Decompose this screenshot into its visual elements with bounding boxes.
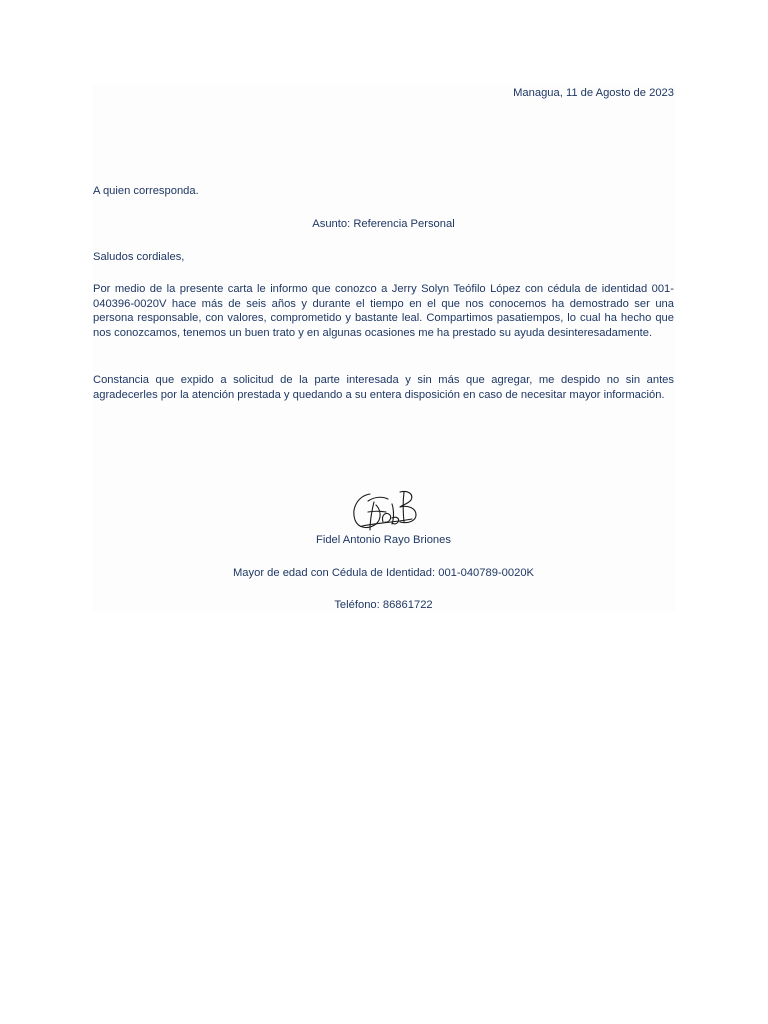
signer-name: Fidel Antonio Rayo Briones xyxy=(316,534,451,546)
body-paragraph-2: Constancia que expido a solicitud de la parte interesada y sin más que agregar, me despido no sin antes agradecerles por la atención prestada y quedando a su entera disposición en caso de necesitar mayor información. xyxy=(93,374,674,401)
recipient-line: A quien corresponda. xyxy=(93,185,199,197)
handwritten-signature xyxy=(348,488,422,536)
greeting-line: Saludos cordiales, xyxy=(93,251,185,263)
signer-id-line: Mayor de edad con Cédula de Identidad: 001-040789-0020K xyxy=(232,567,535,579)
body-paragraph-1: Por medio de la presente carta le informo que conozco a Jerry Solyn Teófilo López con cédula de identidad 001-040396-0020V hace más de seis años y durante el tiempo en el que nos conocemos ha demostrado ser una persona responsable, con valores, comprometido y bastante leal. Compartimos pasatiempos, lo cual ha hecho que nos conozcamos, tenemos un buen trato y en algunas ocasiones me ha prestado su ayuda desinteresadamente. xyxy=(93,283,674,339)
signer-phone-line: Teléfono: 86861722 xyxy=(334,599,433,611)
subject-line: Asunto: Referencia Personal xyxy=(312,218,455,230)
date-line: Managua, 11 de Agosto de 2023 xyxy=(513,87,674,99)
